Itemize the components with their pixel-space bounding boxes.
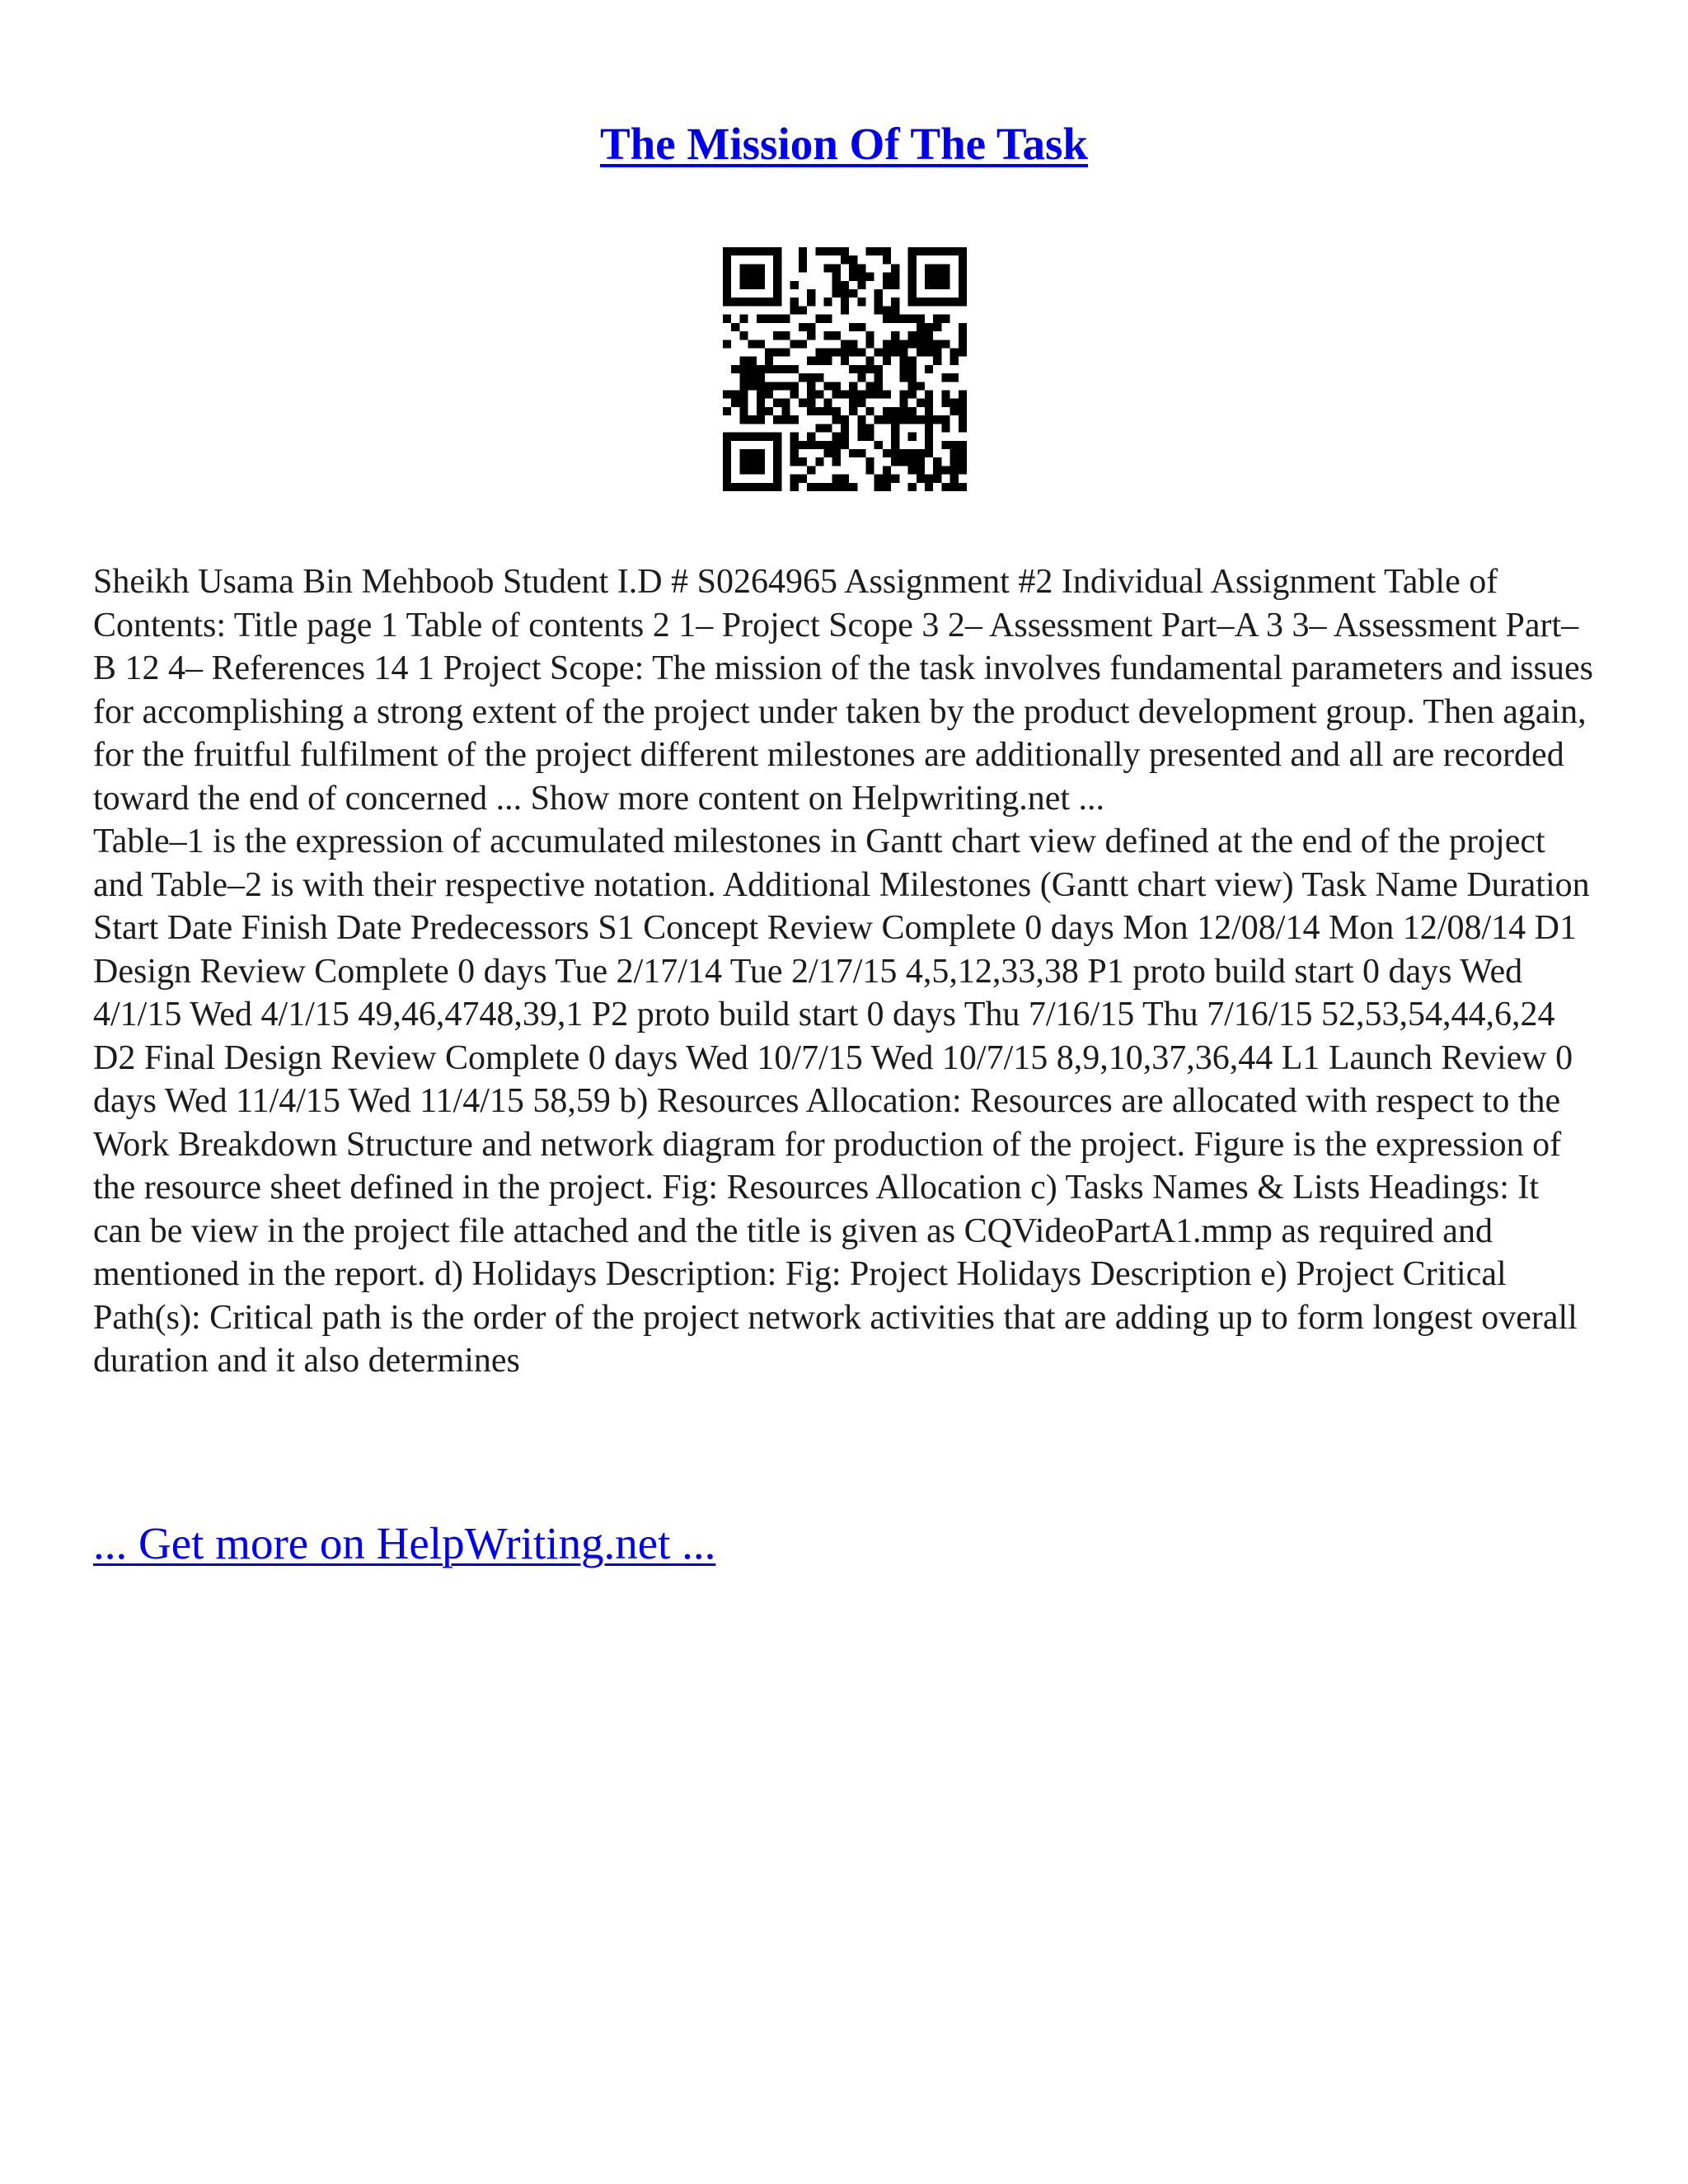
get-more-link-container	[93, 1515, 715, 1572]
document-body	[93, 560, 1593, 1383]
paragraph-intro: Sheikh Usama Bin Mehboob Student I.D # S0264965 Assignment #2 Individual Assignment Table of Contents: Title page 1 Table of contents 2 1– Project Scope 3 2– Assessment Part–A 3 3– Assessment Part–B 12 4– References 14 1 Project Scope: The mission of the task involves fundamental parameters and issues for accomplishing a strong extent of the project under taken by the product development group. Then again, for the fruitful fulfilment of the project different milestones are additionally presented and all are recorded toward the end of concerned ... Show more content on Helpwriting.net ...	[93, 563, 1593, 818]
title-link[interactable]: The Mission Of The Task	[600, 119, 1088, 169]
paragraph-milestones: Table–1 is the expression of accumulated milestones in Gantt chart view defined at the end of the project and Table–2 is with their respective notation. Additional Milestones (Gantt chart view) Task Name Duration Start Date Finish Date Predecessors S1 Concept Review Complete 0 days Mon 12/08/14 Mon 12/08/14 D1 Design Review Complete 0 days Tue 2/17/14 Tue 2/17/15 4,5,12,33,38 P1 proto build start 0 days Wed 4/1/15 Wed 4/1/15 49,46,4748,39,1 P2 proto build start 0 days Thu 7/16/15 Thu 7/16/15 52,53,54,44,6,24 D2 Final Design Review Complete 0 days Wed 10/7/15 Wed 10/7/15 8,9,10,37,36,44 L1 Launch Review 0 days Wed 11/4/15 Wed 11/4/15 58,59 b) Resources Allocation: Resources are allocated with respect to the Work Breakdown Structure and network diagram for production of the project. Figure is the expression of the resource sheet defined in the project. Fig: Resources Allocation c) Tasks Names & Lists Headings: It can be view in the project file attached and the title is given as CQVideoPartA1.mmp as required and mentioned in the report. d) Holidays Description: Fig: Project Holidays Description e) Project Critical Path(s): Critical path is the order of the project network activities that are adding up to form longest overall duration and it also determines	[93, 823, 1590, 1380]
qr-code	[723, 247, 967, 491]
qr-code-icon	[723, 247, 967, 491]
get-more-link[interactable]: ... Get more on HelpWriting.net ...	[93, 1518, 716, 1568]
page-title	[0, 115, 1688, 173]
